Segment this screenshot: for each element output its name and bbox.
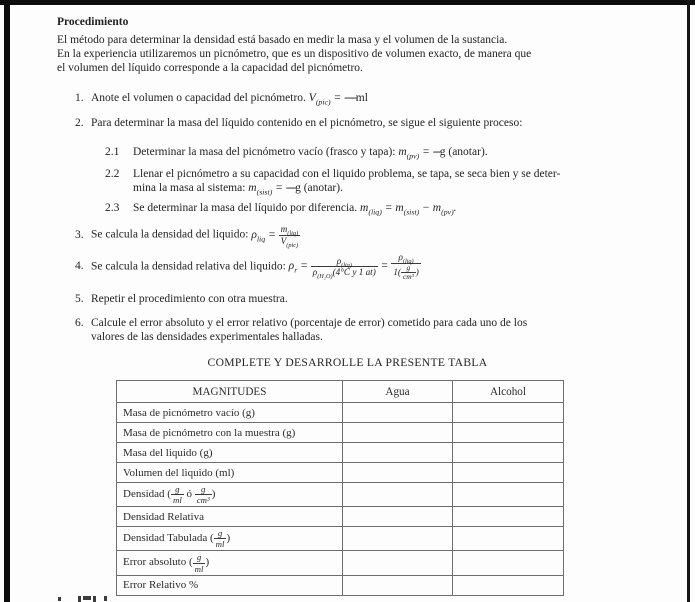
formula-text: Error Relativo % [123, 579, 199, 592]
formula-text: 1( [393, 266, 401, 277]
table-row [117, 423, 564, 443]
item-number: 2. [75, 117, 84, 129]
formula-text: (4°C y 1 at) [332, 267, 376, 278]
formula-text: = [377, 260, 392, 273]
formula-text: = [272, 182, 286, 194]
formula-text: Masa de picnómetro vacío (g) [123, 406, 255, 419]
subscript: (pic) [286, 241, 299, 249]
subscript: (pv) [441, 207, 454, 217]
formula-text: V [308, 92, 316, 104]
table-empty-cell [343, 403, 453, 423]
fraction [171, 484, 184, 505]
table-empty-cell [453, 463, 564, 483]
table-row-label [117, 403, 343, 423]
list-item-6 [75, 316, 527, 344]
item-number: 4. [75, 260, 84, 273]
table-row-label [117, 463, 343, 483]
formula-text: g [406, 262, 411, 272]
table-empty-cell [343, 443, 453, 463]
item-number: 5. [75, 293, 84, 305]
table-row [117, 527, 564, 551]
formula-m-liq [360, 202, 457, 217]
table-empty-cell [453, 507, 564, 527]
fraction [279, 224, 300, 249]
formula-text: − m [419, 202, 442, 214]
formula-text: m [280, 224, 288, 234]
formula-text: = [265, 228, 279, 241]
intro-line: El método para determinar la densidad está basado en medir la masa y el volumen de la sustancia. [57, 34, 508, 46]
formula-unit: g (anotar). [439, 146, 488, 158]
formula-text: Densidad Tabulada ( [123, 532, 214, 545]
formula-text: Densidad ( [123, 488, 171, 501]
formula-text: ml [194, 563, 204, 574]
formula-text: ml [215, 539, 225, 550]
table-row [117, 483, 564, 507]
formula-text: = [330, 92, 345, 104]
formula-text: ó [183, 488, 195, 501]
table-empty-cell [343, 483, 453, 507]
table-header-row [117, 381, 564, 403]
formula-text: g [217, 528, 223, 539]
formula-text: g [175, 484, 180, 494]
item-text: Se calcula la densidad relativa del liquido: [91, 260, 289, 273]
formula-density [251, 224, 300, 249]
item-text: Anote el volumen o capacidad del picnómetro. [91, 92, 309, 104]
formula-text: ρ [398, 252, 403, 262]
table-empty-cell [453, 527, 564, 551]
table-empty-cell [343, 527, 453, 551]
formula-text: ρ [312, 267, 318, 278]
item-text: Se calcula la densidad del liquido: [91, 228, 252, 241]
table-row [117, 575, 564, 595]
list-item-4 [75, 252, 421, 281]
formula-text: cm³ [196, 495, 210, 506]
table-empty-cell [453, 483, 564, 507]
table-header-agua: Agua [343, 381, 453, 403]
formula-text: ρ [288, 260, 295, 273]
item-number: 3. [75, 228, 84, 241]
subscript: (sist) [403, 207, 420, 217]
table-row-label [117, 551, 343, 575]
table-empty-cell [343, 575, 453, 595]
list-item-2-1 [105, 145, 488, 159]
subscript: r [294, 265, 298, 275]
table-empty-cell [453, 423, 564, 443]
subscript: (pv) [406, 151, 420, 161]
subscript: (H₂O) [317, 273, 333, 281]
table-row [117, 443, 564, 463]
table-empty-cell [453, 403, 564, 423]
item-number: 2.1 [105, 146, 120, 158]
formula-text: Masa del liquido (g) [123, 446, 213, 459]
table-title: COMPLETE Y DESARROLLE LA PRESENTE TABLA [207, 356, 488, 369]
formula-text: g [201, 484, 206, 494]
item-number: 1. [75, 92, 84, 104]
subscript: (liq) [341, 261, 352, 269]
formula-v-pic [308, 92, 356, 107]
formula-text: Error absoluto ( [123, 556, 193, 569]
formula-m-sist [248, 182, 296, 197]
formula-text: ml [172, 495, 182, 506]
results-table [116, 380, 564, 596]
intro-paragraph [57, 33, 531, 75]
fill-in-blank: ---- [285, 182, 296, 194]
formula-text: = [419, 146, 433, 158]
table-empty-cell [343, 551, 453, 575]
subscript: (liq) [368, 207, 382, 217]
item-number: 2.2 [105, 168, 120, 180]
formula-text: ) [415, 266, 419, 277]
subscript: (liq) [287, 229, 299, 237]
fraction [391, 252, 420, 281]
item-number: 6. [75, 317, 84, 329]
formula-text: g [196, 552, 202, 563]
list-item-5 [75, 292, 288, 306]
table-empty-cell [343, 423, 453, 443]
subscript: (sist) [256, 187, 273, 197]
table-row-label [117, 483, 343, 507]
formula-text: ρ [251, 228, 257, 241]
table-row-label [117, 527, 343, 551]
formula-text: m [248, 182, 257, 194]
subscript: liq [256, 234, 266, 244]
formula-unit: g (anotar). [295, 182, 343, 194]
list-item-2 [75, 116, 522, 130]
table-empty-cell [453, 551, 564, 575]
table-row [117, 507, 564, 527]
section-heading: Procedimiento [57, 16, 129, 28]
formula-text: ) [226, 532, 231, 545]
fraction [214, 528, 227, 549]
item-text: valores de las densidades experimentales halladas. [91, 331, 323, 343]
item-text: Determinar la masa del picnómetro vacío (frasco y tapa): [133, 146, 399, 158]
formula-unit: ml [355, 92, 368, 104]
table-empty-cell [343, 507, 453, 527]
table-empty-cell [453, 443, 564, 463]
item-text: mina la masa al sistema: [133, 182, 249, 194]
table-row-label [117, 443, 343, 463]
table-row [117, 463, 564, 483]
formula-text: cm³ [402, 272, 414, 282]
item-text: Llenar el picnómetro a su capacidad con el liquido problema, se tapa, se seca bien y se deter- [133, 168, 561, 180]
fraction [195, 484, 212, 505]
formula-text: m [360, 202, 369, 214]
formula-text: ) [211, 488, 216, 501]
formula-text: Volumen del liquido (ml) [123, 466, 235, 479]
item-text: Repetir el procedimiento con otra muestra. [91, 293, 288, 305]
table-row [117, 403, 564, 423]
item-text: Para determinar la masa del líquido contenido en el picnómetro, se sigue el siguiente proceso: [91, 117, 523, 129]
formula-text: Masa de picnómetro con la muestra (g) [123, 426, 296, 439]
page-border-right [687, 0, 690, 602]
item-text: Calcule el error absoluto y el error relativo (porcentaje de error) cometido para cada uno de los [91, 317, 528, 329]
fraction [401, 264, 416, 282]
list-item-2-3 [105, 201, 457, 215]
subscript: (pic) [315, 97, 331, 107]
subscript: (liq) [402, 257, 414, 265]
formula-text: ) [205, 556, 210, 569]
list-item-2-2 [105, 167, 560, 195]
formula-m-pv [398, 146, 440, 161]
formula-text: Densidad Relativa [123, 510, 204, 523]
fraction [193, 552, 206, 573]
table-header-magnitudes: MAGNITUDES [117, 381, 343, 403]
table-row [117, 551, 564, 575]
fill-in-blank: --- [432, 146, 440, 158]
table-row-label [117, 423, 343, 443]
table-header-alcohol: Alcohol [453, 381, 564, 403]
page-border-top [0, 0, 695, 5]
formula-text: . [453, 202, 457, 214]
formula-text: = [297, 260, 311, 273]
item-number: 2.3 [105, 202, 120, 214]
formula-text: ρ [336, 255, 342, 266]
table-row-label [117, 575, 343, 595]
list-item-1 [75, 91, 368, 105]
item-text: Se determinar la masa del líquido por diferencia. [133, 202, 361, 214]
formula-text: = m [381, 202, 404, 214]
table-row-label [117, 507, 343, 527]
table-empty-cell [453, 575, 564, 595]
intro-line: En la experiencia utilizaremos un picnómetro, que es un dispositivo de volumen exacto, de manera que [57, 48, 532, 60]
fill-in-blank: ----- [344, 92, 356, 104]
formula-text: V [280, 235, 287, 246]
page-border-left [4, 0, 10, 602]
list-item-3 [75, 224, 300, 249]
formula-text: m [398, 146, 407, 158]
table-empty-cell [343, 463, 453, 483]
intro-line: el volumen del líquido corresponde a la capacidad del picnómetro. [57, 62, 363, 74]
fraction [311, 255, 378, 281]
